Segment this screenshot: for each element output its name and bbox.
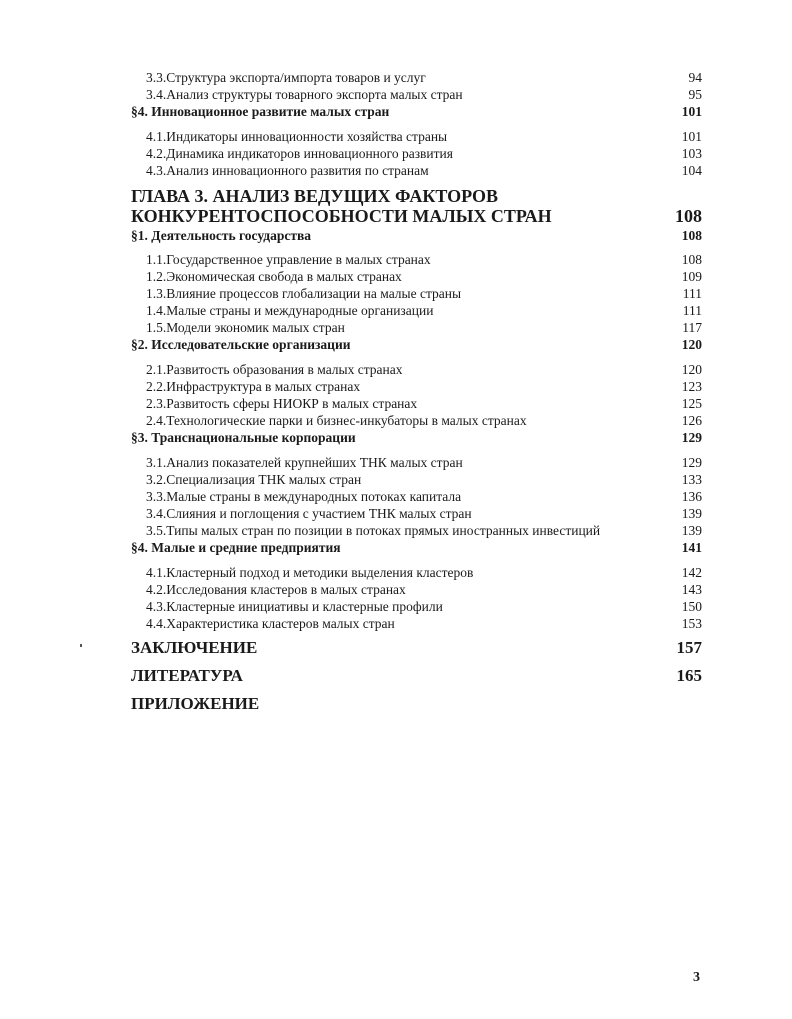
toc-entry-page: 150 — [681, 599, 702, 614]
scan-speck — [80, 644, 82, 647]
conclusion-title: ЗАКЛЮЧЕНИЕ — [131, 638, 258, 657]
toc-entry-title: 2.1.Развитость образования в малых странах — [146, 362, 403, 377]
toc-entry-title: 3.3.Структура экспорта/импорта товаров и услуг — [146, 70, 426, 85]
toc-entry-page: 143 — [681, 582, 702, 597]
toc-entry-page: 101 — [681, 129, 702, 144]
toc-section-title: §4. Малые и средние предприятия — [131, 540, 341, 555]
toc-entry-page: 111 — [682, 286, 702, 301]
toc-entry-page: 136 — [681, 489, 702, 504]
page-number: 3 — [693, 970, 700, 985]
toc-entry-title: 2.4.Технологические парки и бизнес-инкубаторы в малых странах — [146, 413, 527, 428]
toc-entry-page: 123 — [681, 379, 702, 394]
toc-entry-title: 4.2.Исследования кластеров в малых странах — [146, 582, 406, 597]
toc-entry-page: 120 — [681, 362, 702, 377]
toc-entry-page: 126 — [681, 413, 702, 428]
toc-entry-title: 1.2.Экономическая свобода в малых странах — [146, 269, 402, 284]
toc-entry-title: 1.3.Влияние процессов глобализации на малые страны — [146, 286, 462, 301]
toc-entry-page: 111 — [682, 303, 702, 318]
toc-entry-title: 3.4.Анализ структуры товарного экспорта малых стран — [146, 87, 463, 102]
toc-section-title: §4. Инновационное развитие малых стран — [131, 104, 390, 119]
toc-entry-title: 4.3.Кластерные инициативы и кластерные профили — [146, 599, 443, 614]
toc-entry-title: 4.4.Характеристика кластеров малых стран — [146, 616, 395, 631]
toc-section-page: 101 — [681, 104, 702, 119]
toc-section-title: §1. Деятельность государства — [131, 228, 312, 243]
toc-entry-title: 4.2.Динамика индикаторов инновационного развития — [146, 146, 453, 161]
toc-entry-title: 3.4.Слияния и поглощения с участием ТНК малых стран — [146, 506, 472, 521]
toc-entry-title: 3.3.Малые страны в международных потоках капитала — [146, 489, 462, 504]
toc-entry-page: 133 — [681, 472, 702, 487]
toc-entry-page: 109 — [681, 269, 702, 284]
appendix-title: ПРИЛОЖЕНИЕ — [131, 694, 260, 713]
toc-section-title: §2. Исследовательские организации — [131, 337, 351, 352]
toc-entry-page: 142 — [681, 565, 702, 580]
toc-entry-title: 4.3.Анализ инновационного развития по странам — [146, 163, 429, 178]
toc-section-page: 108 — [681, 228, 702, 243]
toc-entry-page: 103 — [681, 146, 702, 161]
toc-entry-page: 95 — [688, 87, 702, 102]
toc-entry-title: 2.3.Развитость сферы НИОКР в малых странах — [146, 396, 418, 411]
chapter-title: КОНКУРЕНТОСПОСОБНОСТИ МАЛЫХ СТРАН — [131, 206, 552, 226]
toc-section-page: 120 — [681, 337, 702, 352]
toc-entry-title: 4.1.Индикаторы инновационности хозяйства страны — [146, 129, 448, 144]
toc-entry-title: 1.5.Модели экономик малых стран — [146, 320, 345, 335]
toc-section-page: 141 — [681, 540, 702, 555]
toc-entry-page: 153 — [681, 616, 702, 631]
toc-entry-title: 3.2.Специализация ТНК малых стран — [146, 472, 362, 487]
toc-entry-title: 3.1.Анализ показателей крупнейших ТНК малых стран — [146, 455, 463, 470]
toc-section-title: §3. Транснациональные корпорации — [131, 430, 356, 445]
toc-entry-page: 108 — [681, 252, 702, 267]
toc-entry-title: 2.2.Инфраструктура в малых странах — [146, 379, 361, 394]
toc-entry-title: 3.5.Типы малых стран по позиции в потоках прямых иностранных инвестиций — [146, 523, 601, 538]
chapter-page: 108 — [675, 206, 702, 226]
toc-entry-page: 117 — [682, 320, 702, 335]
chapter-title: ГЛАВА 3. АНАЛИЗ ВЕДУЩИХ ФАКТОРОВ — [131, 186, 499, 206]
conclusion-page: 157 — [676, 638, 702, 657]
toc-entry-title: 1.4.Малые страны и международные организации — [146, 303, 434, 318]
toc-entry-title: 1.1.Государственное управление в малых странах — [146, 252, 431, 267]
toc-entry-page: 139 — [681, 523, 702, 538]
literature-title: ЛИТЕРАТУРА — [131, 666, 243, 685]
literature-page: 165 — [676, 666, 702, 685]
toc-entry-page: 125 — [681, 396, 702, 411]
toc-entry-page: 104 — [681, 163, 702, 178]
toc-entry-page: 94 — [688, 70, 702, 85]
toc-section-page: 129 — [681, 430, 702, 445]
toc-entry-page: 139 — [681, 506, 702, 521]
toc-entry-title: 4.1.Кластерный подход и методики выделения кластеров — [146, 565, 474, 580]
toc-entry-page: 129 — [681, 455, 702, 470]
